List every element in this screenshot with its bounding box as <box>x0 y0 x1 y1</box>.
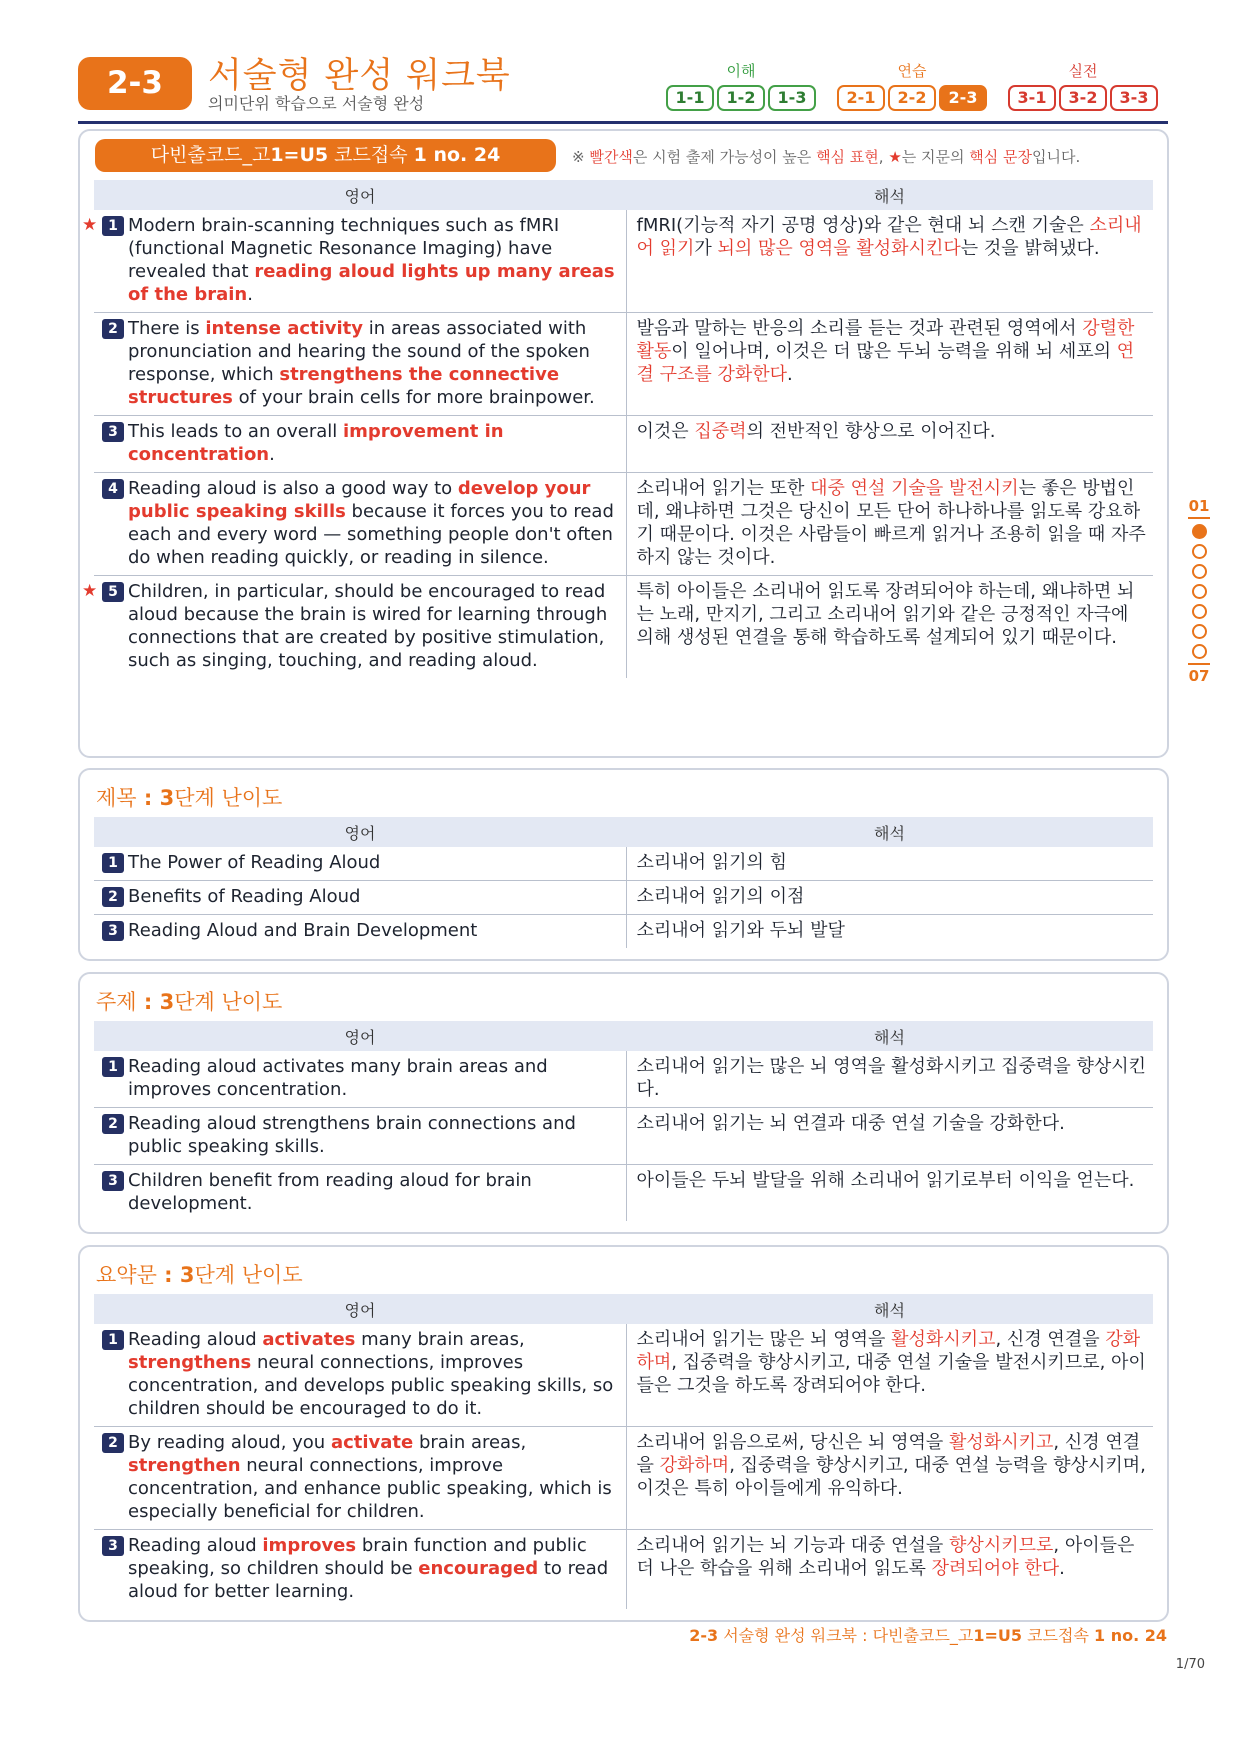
column-header-translation: 해석 <box>626 1294 1153 1324</box>
text-segment: Reading aloud <box>128 1329 263 1350</box>
code-prefix: 다빈출코드_고 <box>150 144 271 166</box>
text-segment: 의 전반적인 향상으로 이어진다. <box>746 421 996 442</box>
stage-group-understand <box>666 60 816 111</box>
nav-dot[interactable] <box>1192 524 1207 539</box>
sentence-number: 3 <box>102 1171 124 1191</box>
translation-cell <box>626 1108 1153 1165</box>
sentence-number: 1 <box>102 1330 124 1350</box>
text-segment: neural connections, improves concentration, and develops public speaking skills, so children should be encouraged to do it. <box>128 1352 614 1419</box>
english-cell <box>94 881 626 915</box>
text-segment: 발음과 말하는 반응의 소리를 듣는 것과 관련된 영역에서 <box>636 318 1083 339</box>
translation-cell <box>626 576 1153 679</box>
level-text: 단계 난이도 <box>194 1263 303 1287</box>
key-expression: develop your public speaking skills <box>128 478 591 522</box>
text-segment: 이 일어나며, 이것은 더 많은 두뇌 능력을 위해 뇌 세포의 <box>671 341 1117 362</box>
table-row <box>94 1051 1153 1108</box>
legend-note <box>572 146 1080 167</box>
text-segment: Benefits of Reading Aloud <box>128 886 361 907</box>
table-row <box>94 881 1153 915</box>
translation-cell <box>626 313 1153 416</box>
page-number: 1/70 <box>1175 1657 1205 1672</box>
passage-table <box>82 180 1153 678</box>
title-panel <box>78 768 1169 961</box>
heading-label: 제목 <box>96 786 137 810</box>
sentence-number: 4 <box>102 479 124 499</box>
code-badge <box>95 139 556 172</box>
english-cell <box>94 1427 626 1530</box>
footer-bold2: 1 no. 24 <box>1094 1626 1167 1645</box>
heading-colon: : <box>136 786 160 810</box>
english-cell <box>94 1530 626 1610</box>
text-segment: Reading Aloud and Brain Development <box>128 920 478 941</box>
sentence-number: 1 <box>102 1057 124 1077</box>
heading-label: 요약문 <box>96 1263 157 1287</box>
translation-cell <box>626 1051 1153 1108</box>
text-segment: , 신경 연결을 <box>636 1432 1141 1476</box>
english-cell <box>94 1165 626 1222</box>
nav-divider <box>1188 517 1210 519</box>
text-segment: to read aloud for better learning. <box>128 1558 609 1602</box>
key-expression: 활성화시키고 <box>891 1329 996 1350</box>
stage-button-3-2[interactable]: 3-2 <box>1059 85 1107 111</box>
heading-label: 주제 <box>96 990 137 1014</box>
translation-cell <box>626 1324 1153 1427</box>
key-expression: strengthens <box>128 1352 252 1373</box>
text-segment: Reading aloud <box>128 1535 263 1556</box>
key-expression: improves <box>262 1535 357 1556</box>
stage-button-1-3[interactable]: 1-3 <box>768 85 816 111</box>
note-text: ※ <box>572 148 590 166</box>
text-segment: 이것은 <box>636 421 695 442</box>
table-row <box>94 210 1153 313</box>
text-segment: Reading aloud activates many brain areas and improves concentration. <box>128 1056 548 1100</box>
section-heading <box>96 1259 303 1289</box>
text-segment: There is <box>128 318 206 339</box>
stage-group-real <box>1008 60 1158 111</box>
text-segment: Reading aloud strengthens brain connections and public speaking skills. <box>128 1113 576 1157</box>
nav-dot[interactable] <box>1192 584 1207 599</box>
footer-middle: 코드접속 <box>1022 1626 1094 1645</box>
sentence-number: 5 <box>102 582 124 602</box>
title-table <box>94 817 1153 948</box>
column-header-english: 영어 <box>94 180 626 210</box>
key-expression: 소리내어 읽기 <box>636 215 1142 259</box>
table-row <box>94 1324 1153 1427</box>
key-expression: 집중력 <box>694 421 747 442</box>
page-title: 서술형 완성 워크북 <box>208 56 511 96</box>
key-expression: 강렬한 활동 <box>636 318 1135 362</box>
translation-cell <box>626 1530 1153 1610</box>
stage-button-1-1[interactable]: 1-1 <box>666 85 714 111</box>
nav-dots <box>1192 521 1207 661</box>
english-cell <box>94 1108 626 1165</box>
nav-dot[interactable] <box>1192 604 1207 619</box>
footer-prefix: 2-3 <box>689 1626 719 1645</box>
key-expression: 강화하며 <box>636 1329 1141 1373</box>
english-cell <box>94 473 626 576</box>
text-segment: 소리내어 읽기의 힘 <box>636 852 788 873</box>
english-cell <box>94 416 626 473</box>
text-segment: 특히 아이들은 소리내어 읽도록 장려되어야 하는데, 왜냐하면 뇌는 노래, 만지기, 그리고 소리내어 읽기와 같은 긍정적인 자극에 의해 생성된 연결을 통해 학습하도록 설계되어 있기 때문이다. <box>636 581 1135 648</box>
code-bold2: 1 no. 24 <box>413 144 501 166</box>
text-segment: By reading aloud, you <box>128 1432 331 1453</box>
heading-colon: : <box>156 1263 180 1287</box>
translation-cell <box>626 473 1153 576</box>
english-cell <box>94 1324 626 1427</box>
english-cell <box>82 576 626 679</box>
text-segment: . <box>787 364 793 385</box>
text-segment: , 집중력을 향상시키고, 대중 연설 능력을 향상시키며, 이것은 특히 아이들에게 유익하다. <box>636 1455 1146 1499</box>
table-row <box>94 576 1153 679</box>
text-segment: 아이들은 두뇌 발달을 위해 소리내어 읽기로부터 이익을 얻는다. <box>636 1170 1135 1191</box>
column-header-translation: 해석 <box>626 1021 1153 1051</box>
text-segment: . <box>269 444 275 465</box>
key-expression: 장려되어야 한다 <box>931 1558 1060 1579</box>
section-badge: 2-3 <box>78 57 192 110</box>
key-expression: 뇌의 많은 영역을 활성화시킨다 <box>717 238 961 259</box>
passage-panel <box>78 129 1169 758</box>
key-expression: 강화하며 <box>659 1455 730 1476</box>
section-heading <box>96 782 282 812</box>
text-segment: 소리내어 읽기와 두뇌 발달 <box>636 920 845 941</box>
key-expression: 연결 구조를 강화한다 <box>636 341 1135 385</box>
code-bold1: 1=U5 <box>270 144 329 166</box>
sentence-number: 2 <box>102 1114 124 1134</box>
star-icon: ★ <box>888 148 902 166</box>
nav-end-number: 07 <box>1188 667 1210 685</box>
level-number: 3 <box>179 1263 195 1287</box>
table-row <box>94 313 1153 416</box>
column-header-english: 영어 <box>94 817 626 847</box>
stage-button-2-2[interactable]: 2-2 <box>888 85 936 111</box>
nav-dot[interactable] <box>1192 544 1207 559</box>
text-segment: because it forces you to read each and every word — something people don't often do when reading quickly, or reading in silence. <box>128 501 614 568</box>
stage-label: 연습 <box>897 62 927 80</box>
section-heading <box>96 986 282 1016</box>
key-expression: strengthens the connective structures <box>128 364 560 408</box>
text-segment: 소리내어 읽기는 또한 <box>636 478 811 499</box>
text-segment: of your brain cells for more brainpower. <box>232 387 595 408</box>
text-segment: 가 <box>694 238 718 259</box>
text-segment: 소리내어 읽음으로써, 당신은 뇌 영역을 <box>636 1432 950 1453</box>
text-segment: 소리내어 읽기는 뇌 기능과 대중 연설을 <box>636 1535 950 1556</box>
text-segment: 소리내어 읽기는 뇌 연결과 대중 연설 기술을 강화한다. <box>636 1113 1065 1134</box>
note-red: 빨간색 <box>589 148 633 166</box>
theme-panel <box>78 972 1169 1234</box>
level-text: 단계 난이도 <box>174 786 283 810</box>
translation-cell <box>626 1427 1153 1530</box>
stage-button-2-1[interactable]: 2-1 <box>837 85 885 111</box>
footer-text <box>689 1623 1167 1646</box>
text-segment: brain areas, <box>413 1432 527 1453</box>
text-segment: . <box>1059 1558 1065 1579</box>
text-segment: , 집중력을 향상시키고, 대중 연설 기술을 발전시키므로, 아이들은 그것을 하도록 장려되어야 한다. <box>636 1352 1146 1396</box>
table-row <box>94 847 1153 881</box>
text-segment: The Power of Reading Aloud <box>128 852 381 873</box>
table-row <box>94 1165 1153 1222</box>
table-row <box>94 1530 1153 1610</box>
table-row <box>94 915 1153 949</box>
text-segment: 소리내어 읽기는 많은 뇌 영역을 <box>636 1329 892 1350</box>
text-segment: Children benefit from reading aloud for brain development. <box>128 1170 532 1214</box>
key-expression: intense activity <box>205 318 364 339</box>
translation-cell <box>626 915 1153 949</box>
theme-table <box>94 1021 1153 1221</box>
column-header-translation: 해석 <box>626 180 1153 210</box>
key-expression: activates <box>262 1329 356 1350</box>
stage-button-3-1[interactable]: 3-1 <box>1008 85 1056 111</box>
translation-cell <box>626 1165 1153 1222</box>
side-page-nav <box>1187 497 1211 685</box>
summary-panel <box>78 1245 1169 1622</box>
translation-cell <box>626 210 1153 313</box>
nav-divider <box>1188 663 1210 665</box>
text-segment: . <box>247 284 253 305</box>
column-header-translation: 해석 <box>626 817 1153 847</box>
sentence-number: 1 <box>102 216 124 236</box>
header-divider <box>78 121 1168 124</box>
text-segment: brain function and public speaking, so children should be <box>128 1535 587 1579</box>
text-segment: Children, in particular, should be encouraged to read aloud because the brain is wired for learning through connections that are created by positive stimulation, such as singing, touching, and reading aloud. <box>128 581 608 671</box>
star-icon: ★ <box>82 581 98 601</box>
level-number: 3 <box>159 786 175 810</box>
key-expression: reading aloud lights up many areas of the brain <box>128 261 615 305</box>
code-middle: 코드접속 <box>328 144 414 166</box>
key-expression: strengthen <box>128 1455 241 1476</box>
text-segment: , 아이들은 더 나은 학습을 위해 소리내어 읽도록 <box>636 1535 1135 1579</box>
text-segment: fMRI(기능적 자기 공명 영상)와 같은 현대 뇌 스캔 기술은 <box>636 215 1090 236</box>
sentence-number: 2 <box>102 887 124 907</box>
stage-group-practice <box>837 60 987 111</box>
stage-button-2-3[interactable]: 2-3 <box>939 85 987 111</box>
table-row <box>94 1427 1153 1530</box>
sentence-number: 3 <box>102 1536 124 1556</box>
stage-button-1-2[interactable]: 1-2 <box>717 85 765 111</box>
column-header-english: 영어 <box>94 1294 626 1324</box>
translation-cell <box>626 881 1153 915</box>
table-row <box>94 416 1153 473</box>
english-cell <box>94 1051 626 1108</box>
note-text: 입니다. <box>1032 148 1081 166</box>
footer-label: 서술형 완성 워크북 : 다빈출코드_고 <box>718 1626 974 1645</box>
level-number: 3 <box>159 990 175 1014</box>
english-cell <box>94 915 626 949</box>
text-segment: This leads to an overall <box>128 421 343 442</box>
english-cell <box>82 210 626 313</box>
key-expression: 활성화시키고 <box>949 1432 1054 1453</box>
nav-dot[interactable] <box>1192 624 1207 639</box>
text-segment: neural connections, improve concentration, and enhance public speaking, which is especially beneficial for children. <box>128 1455 612 1522</box>
note-red: 핵심 문장 <box>969 148 1033 166</box>
text-segment: 소리내어 읽기는 많은 뇌 영역을 활성화시키고 집중력을 향상시킨다. <box>636 1056 1147 1100</box>
note-red: 핵심 표현 <box>816 148 879 166</box>
note-text: 는 지문의 <box>901 148 970 166</box>
table-row <box>94 473 1153 576</box>
stage-button-3-3[interactable]: 3-3 <box>1110 85 1158 111</box>
translation-cell <box>626 416 1153 473</box>
sentence-number: 2 <box>102 1433 124 1453</box>
column-header-english: 영어 <box>94 1021 626 1051</box>
sentence-number: 1 <box>102 853 124 873</box>
page-subtitle: 의미단위 학습으로 서술형 완성 <box>208 94 425 113</box>
footer-bold1: 1=U5 <box>973 1626 1022 1645</box>
key-expression: activate <box>330 1432 414 1453</box>
note-text: , <box>878 148 889 166</box>
sentence-number: 2 <box>102 319 124 339</box>
text-segment: 소리내어 읽기의 이점 <box>636 886 805 907</box>
stage-label: 이해 <box>726 62 756 80</box>
key-expression: 대중 연설 기술을 발전시키 <box>810 478 1019 499</box>
sentence-number: 3 <box>102 921 124 941</box>
text-segment: 는 좋은 방법인데, 왜냐하면 그것은 당신이 모든 단어 하나하나를 읽도록 강요하기 때문이다. 이것은 사람들이 빠르게 읽거나 조용히 읽을 때 자주 하지 않는 것이다. <box>636 478 1146 568</box>
translation-cell <box>626 847 1153 881</box>
text-segment: Reading aloud is also a good way to <box>128 478 458 499</box>
star-icon: ★ <box>82 215 98 235</box>
english-cell <box>94 847 626 881</box>
key-expression: improvement in concentration <box>128 421 504 465</box>
stage-label: 실전 <box>1068 62 1098 80</box>
text-segment: 는 것을 밝혀냈다. <box>960 238 1100 259</box>
english-cell <box>94 313 626 416</box>
key-expression: encouraged <box>418 1558 539 1579</box>
level-text: 단계 난이도 <box>174 990 283 1014</box>
text-segment: many brain areas, <box>355 1329 525 1350</box>
nav-start-number: 01 <box>1188 497 1210 515</box>
sentence-number: 3 <box>102 422 124 442</box>
text-segment: Modern brain-scanning techniques such as fMRI (functional Magnetic Resonance Imaging) have revealed that <box>128 215 560 282</box>
note-text: 은 시험 출제 가능성이 높은 <box>632 148 817 166</box>
text-segment: in areas associated with pronunciation and hearing the sound of the spoken response, which <box>128 318 590 385</box>
summary-table <box>94 1294 1153 1609</box>
nav-dot[interactable] <box>1192 644 1207 659</box>
text-segment: , 신경 연결을 <box>995 1329 1106 1350</box>
nav-dot[interactable] <box>1192 564 1207 579</box>
heading-colon: : <box>136 990 160 1014</box>
key-expression: 향상시키므로 <box>949 1535 1054 1556</box>
table-row <box>94 1108 1153 1165</box>
